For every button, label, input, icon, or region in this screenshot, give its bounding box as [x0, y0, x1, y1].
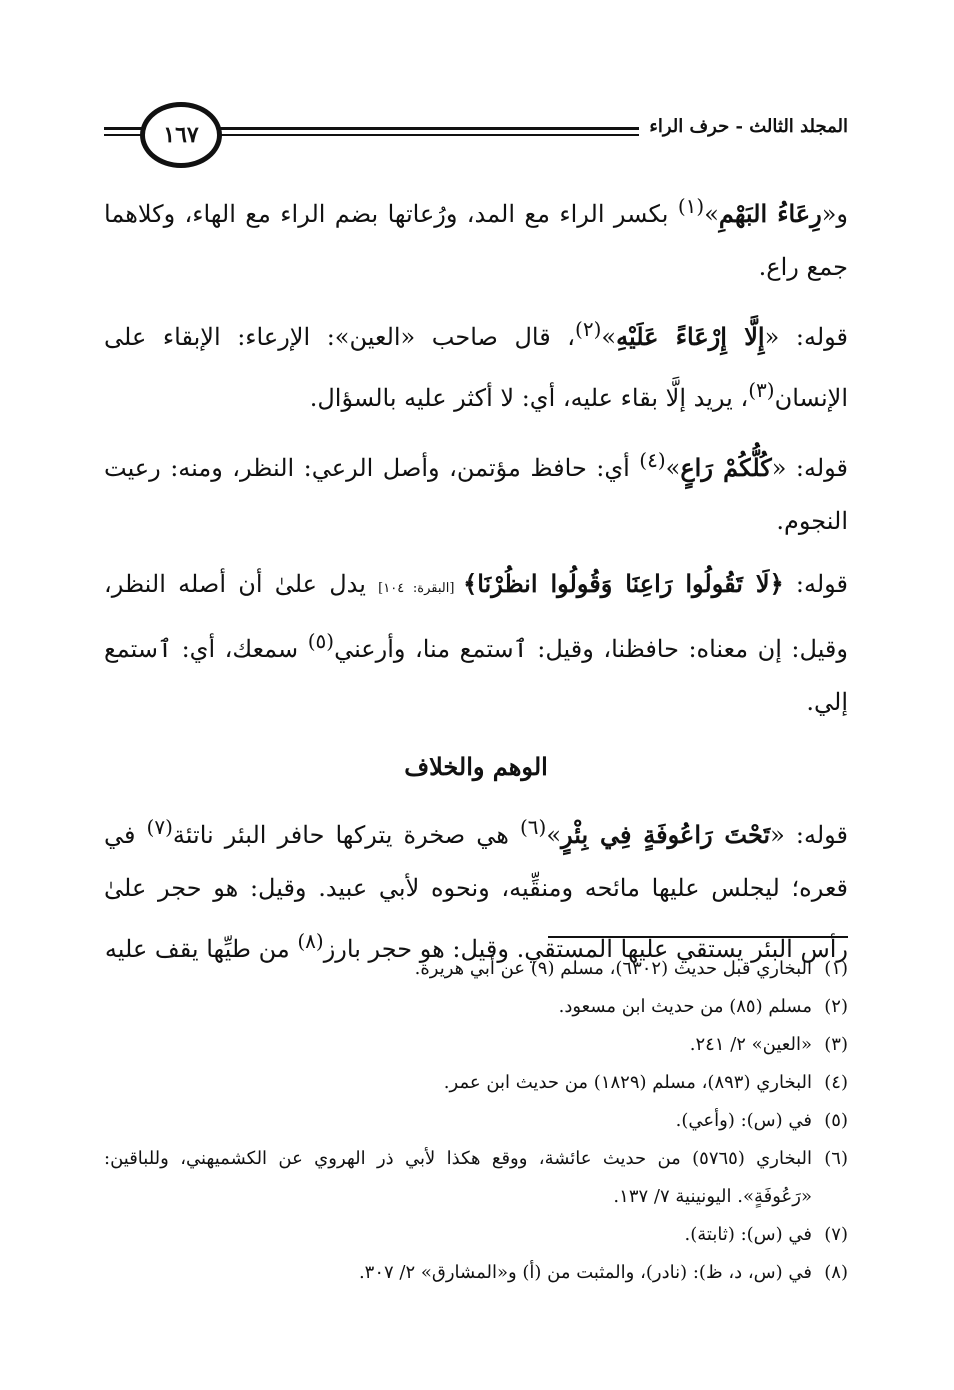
footnote-item [104, 1102, 848, 1140]
footnote-ref: (٣) [748, 378, 775, 402]
text: » [546, 821, 562, 849]
text: قوله: « [764, 323, 849, 351]
footnote-number: (٤) [824, 1072, 848, 1093]
footnote-text: في (س، د، ظ): (نادر)، والمثبت من (أ) و«المشارق» ٢/ ٣٠٧. [358, 1262, 812, 1283]
text: » [665, 454, 681, 482]
text: قوله: « [771, 454, 849, 482]
text: هي صخرة يتركها حافر البئر ناتئة [172, 821, 520, 849]
text: بكسر الراء مع المد، ورُعاتها بضم الراء مع الهاء، وكلاهما جمع راع. [104, 200, 848, 281]
footnote-number: (١) [824, 958, 848, 979]
text: ، قال صاحب «العين»: الإرعاء: الإبقاء على الإنسان [104, 323, 848, 412]
quoted-term: إِلَّا إِرْعَاءً عَلَيْهِ [616, 322, 765, 351]
quoted-term: رِعَاءُ البَهْمِ [718, 199, 822, 228]
paragraph [104, 557, 848, 729]
footnote-item [104, 1254, 848, 1292]
quoted-term: تَحْتَ رَاعُوفَةٍ فِي بِئْرٍ [561, 820, 771, 849]
footnote-ref: (٦) [519, 815, 547, 839]
footnote-ref: (١) [677, 194, 705, 218]
verse-reference: [البقرة: ١٠٤] [378, 581, 464, 596]
footnote-ref: (٢) [575, 317, 602, 341]
text: قوله: [783, 570, 849, 598]
footnote-item [104, 1140, 848, 1216]
footnote-number: (٣) [824, 1034, 848, 1055]
text: من طيِّها يقف عليه [104, 935, 298, 963]
paragraph [104, 303, 848, 425]
footnote-text: البخاري (٨٩٣)، مسلم (١٨٢٩) من حديث ابن عمر. [443, 1072, 812, 1093]
page-number: ١٦٧ [163, 122, 199, 148]
quoted-term: كُلُّكُمْ رَاعٍ [680, 453, 772, 482]
footnote-ref: (٨) [297, 929, 324, 953]
footnote-text: في (س): (وأعي). [675, 1110, 812, 1131]
quran-verse: ﴿لَا تَقُولُوا رَاعِنَا وَقُولُوا انظُرْنَا﴾ [463, 569, 784, 598]
footnote-item [104, 988, 848, 1026]
footnote-number: (٧) [824, 1224, 848, 1245]
text: في قعره؛ ليجلس عليها مائحه ومنقِّيه، ونحوه لأبي عبيد. وقيل: هو حجر علىٰ رأس البئر يستقي عليها المستقي. وقيل: هو حجر بارز [104, 821, 849, 963]
text: و« [821, 200, 848, 228]
footnote-item [104, 1026, 848, 1064]
footnote-number: (٨) [824, 1262, 848, 1283]
paragraph [104, 180, 848, 294]
footnote-text: البخاري (٥٧٦٥) من حديث عائشة، ووقع هكذا لأبي ذر الهروي عن الكشميهني، وللباقين: «رَعُوفَةٍ». اليونينية ٧/ ١٣٧. [104, 1148, 812, 1207]
text: أي: حافظ مؤتمن، وأصل الرعي: النظر، ومنه: رعيت النجوم. [104, 454, 848, 535]
footnotes-section [104, 936, 848, 1292]
section-heading: الوهم والخلاف [404, 752, 548, 781]
text: سمعك، أي: ٱستمع إلي. [104, 635, 848, 716]
footnote-ref: (٧) [146, 815, 173, 839]
footnote-number: (٦) [824, 1148, 848, 1169]
text: يدل علىٰ أن أصله النظر، وقيل: إن معناه: حافظنا، وقيل: ٱستمع منا، وأرعني [104, 570, 848, 663]
footnote-text: البخاري قبل حديث (٦٣٠٢)، مسلم (٩) عن أبي هريرة. [414, 958, 812, 979]
main-text [104, 180, 848, 985]
footnote-text: «العين» ٢/ ٢٤١. [689, 1034, 812, 1055]
footnote-ref: (٥) [307, 629, 335, 653]
footnote-item [104, 950, 848, 988]
running-title: المجلد الثالث - حرف الراء [639, 116, 848, 137]
text: قوله: « [770, 821, 849, 849]
footnote-number: (٢) [824, 996, 848, 1017]
page-number-badge [140, 102, 222, 168]
footnote-number: (٥) [824, 1110, 848, 1131]
footnote-separator [548, 936, 848, 938]
text: » [704, 200, 719, 228]
text: » [601, 323, 617, 351]
footnote-text: مسلم (٨٥) من حديث ابن مسعود. [558, 996, 812, 1017]
text: ، يريد إلَّا بقاء عليه، أي: لا أكثر عليه بالسؤال. [309, 384, 749, 412]
footnote-item [104, 1064, 848, 1102]
paragraph [104, 434, 848, 548]
page-header [104, 100, 848, 164]
footnote-ref: (٤) [639, 448, 666, 472]
footnote-text: في (س): (ثابتة). [684, 1224, 812, 1245]
footnote-item [104, 1216, 848, 1254]
